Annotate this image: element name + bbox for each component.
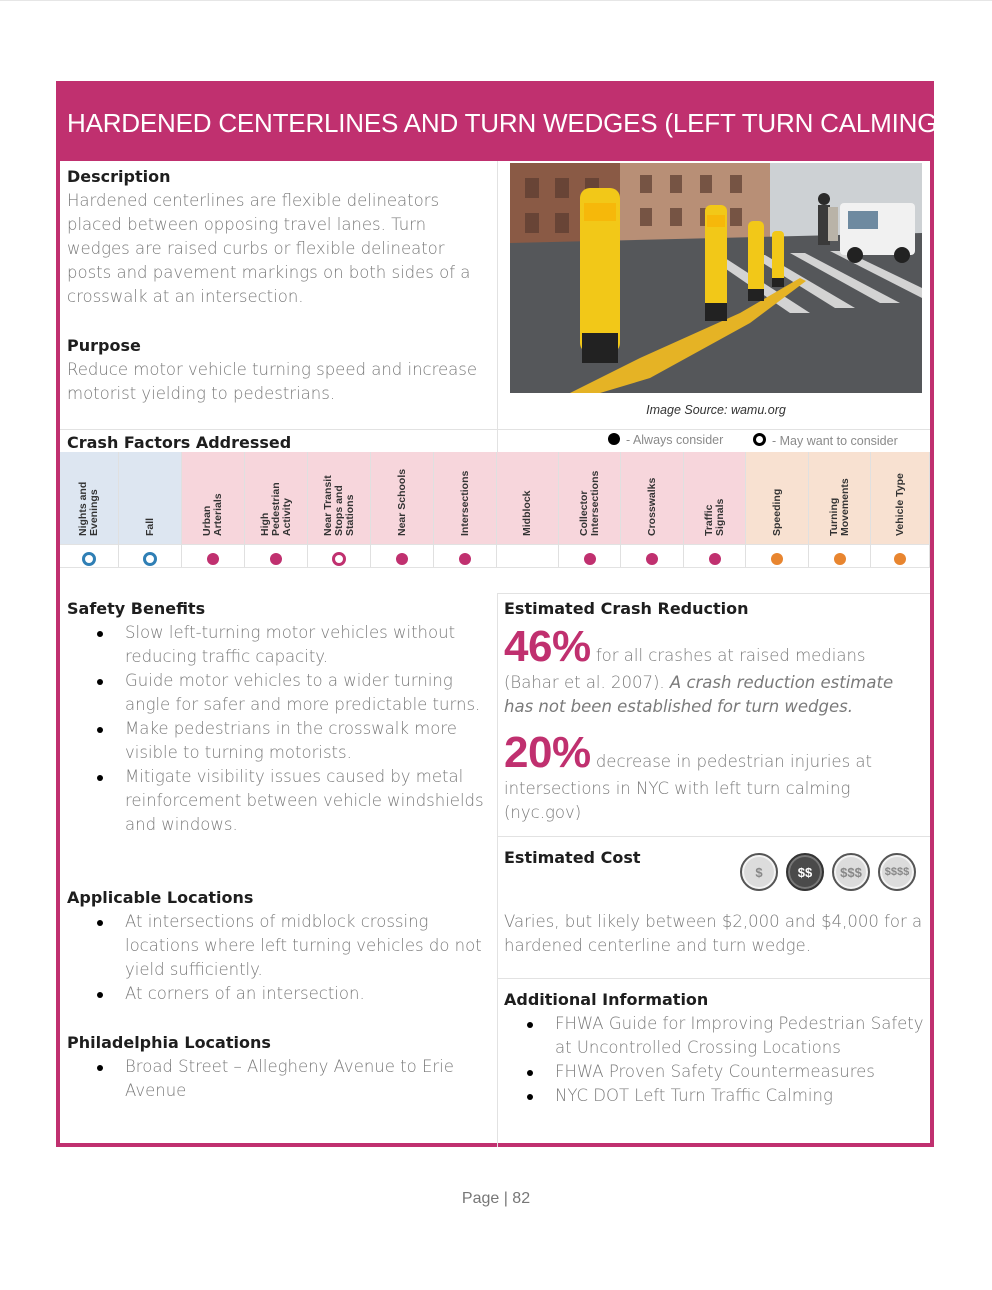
applicable-locations-heading: Applicable Locations (67, 888, 254, 907)
factor-label-line: Nights and (77, 481, 89, 536)
factor-label-line: Evenings (88, 489, 100, 536)
factor-header (746, 452, 808, 544)
open-circle-icon (332, 552, 346, 566)
factor-header (245, 452, 307, 544)
purpose-text: Reduce motor vehicle turning speed and increase motorist yielding to pedestrians. (67, 360, 478, 403)
crash-factor-matrix (60, 452, 930, 567)
factor-label-line: Signals (713, 498, 726, 536)
stat1-note: A crash reduction estimate has not been established for turn wedges. (504, 673, 894, 716)
open-circle-icon (753, 433, 766, 446)
factor-label-line: Intersections (458, 470, 471, 536)
filled-circle-icon (459, 553, 471, 565)
filled-circle-icon (207, 553, 219, 565)
stat-20 (504, 729, 924, 825)
image-caption: Image Source: wamu.org (646, 403, 786, 417)
safety-benefit-item: Guide motor vehicles to a wider turning angle for safer and more predictable turns. (125, 669, 485, 717)
row-divider (60, 429, 930, 430)
stat2-value: 20% (504, 728, 591, 777)
cost-heading: Estimated Cost (504, 848, 641, 867)
countermeasure-card (56, 81, 946, 1147)
open-circle-icon (82, 552, 96, 566)
factor-label (145, 518, 156, 536)
factor-label (704, 499, 726, 536)
description-text: Hardened centerlines are flexible delineators placed between opposing travel lanes. Turn wedges are raised curbs or flexible delineator posts and pavement markings on both sides of a crosswalk at an intersection. (67, 191, 471, 306)
stat2-cont: intersections in NYC with left turn calming (nyc.gov) (504, 779, 851, 822)
filled-circle-icon (834, 553, 846, 565)
additional-info-item: FHWA Guide for Improving Pedestrian Safety at Uncontrolled Crossing Locations (555, 1012, 927, 1060)
factor-header (434, 452, 496, 544)
safety-benefit-item: Make pedestrians in the crosswalk more visible to turning motorists. (125, 717, 485, 765)
safety-benefit-item: Mitigate visibility issues caused by metal reinforcement between vehicle windshields and windows. (125, 765, 485, 837)
top-rule (0, 0, 992, 1)
factor-label (772, 489, 783, 536)
factor-label-line: Turning (827, 497, 840, 536)
cost-level-2-icon: $$ (786, 853, 824, 891)
row-divider (60, 567, 930, 568)
factor-label-line: Crosswalks (645, 477, 658, 536)
cost-level-3-icon: $$$ (832, 853, 870, 891)
description-heading: Description (67, 167, 171, 186)
factor-label (522, 490, 533, 536)
applicable-locations-list (125, 910, 485, 1006)
factor-column-high-pedestrian-activity (245, 452, 308, 567)
stat1-source: (Bahar et al. 2007). (504, 673, 670, 692)
factor-header (559, 452, 620, 544)
safety-benefits-heading: Safety Benefits (67, 599, 206, 618)
row-divider (497, 978, 930, 979)
additional-info-list (555, 1012, 927, 1108)
factor-label-line: Stations (343, 494, 356, 536)
factor-label (829, 478, 851, 536)
stat-46 (504, 623, 924, 719)
factor-label (647, 478, 658, 536)
factor-label-line: Fall (143, 517, 156, 536)
factor-column-traffic-signals (684, 452, 746, 567)
factor-header (684, 452, 745, 544)
factor-header (371, 452, 433, 544)
factor-label-line: High (258, 512, 271, 536)
factor-label (78, 482, 100, 536)
stat2-text: decrease in pedestrian injuries at (590, 752, 873, 771)
factor-column-collector-intersections (559, 452, 621, 567)
legend-maybe (753, 433, 898, 448)
filled-circle-icon (771, 553, 783, 565)
column-divider (497, 429, 498, 452)
factor-header (497, 452, 558, 544)
factor-header (809, 452, 870, 544)
factor-header (621, 452, 683, 544)
safety-benefits-list (125, 621, 485, 837)
applicable-location-item: At corners of an intersection. (125, 982, 485, 1006)
factor-label-line: Intersections (588, 470, 601, 536)
filled-circle-icon (646, 553, 658, 565)
factor-header (308, 452, 370, 544)
safety-benefit-item: Slow left-turning motor vehicles without reducing traffic capacity. (125, 621, 485, 669)
factor-label-line: Urban (201, 505, 213, 536)
legend-always-label: - Always consider (626, 433, 724, 447)
factor-label-line: Vehicle Type (893, 473, 906, 536)
additional-info-item: FHWA Proven Safety Countermeasures (555, 1060, 927, 1084)
factor-label-line: Pedestrian (269, 482, 282, 536)
hardened-centerline-photo (510, 163, 922, 393)
filled-circle-icon (584, 553, 596, 565)
cost-level-1-icon: $ (740, 853, 778, 891)
filled-circle-icon (396, 553, 408, 565)
factor-label-line: Midblock (521, 490, 533, 536)
applicable-location-item: At intersections of midblock crossing locations where left turning vehicles do not yield sufficiently. (125, 910, 485, 982)
factor-label-line: Collector (577, 490, 590, 536)
factor-label (323, 475, 356, 536)
factor-label (202, 493, 224, 536)
row-divider (497, 836, 930, 837)
factor-label-line: Arterials (212, 493, 224, 536)
factor-column-intersections (434, 452, 497, 567)
open-circle-icon (143, 552, 157, 566)
legend-always (608, 433, 723, 447)
factor-label (260, 482, 293, 536)
crash-factors-heading: Crash Factors Addressed (67, 433, 292, 452)
page-number: Page | 82 (461, 1190, 531, 1207)
philadelphia-locations-list (125, 1055, 485, 1103)
filled-circle-icon (894, 553, 906, 565)
factor-header (119, 452, 181, 544)
stat1-value: 46% (504, 622, 591, 671)
column-divider (497, 161, 498, 429)
factor-label-line: Near Transit (321, 475, 334, 536)
cost-level-4-icon: $$$$ (878, 853, 916, 891)
factor-column-near-schools (371, 452, 434, 567)
filled-circle-icon (608, 433, 620, 445)
factor-label-line: Movements (838, 478, 851, 536)
crash-reduction-heading: Estimated Crash Reduction (504, 599, 749, 618)
additional-info-heading: Additional Information (504, 990, 709, 1009)
factor-header (182, 452, 244, 544)
factor-label-line: Traffic (702, 504, 715, 536)
factor-header (871, 452, 929, 544)
factor-label (579, 471, 601, 536)
legend-maybe-label: - May want to consider (772, 434, 898, 448)
cost-text: Varies, but likely between $2,000 and $4,000 for a hardened centerline and turn wedge. (504, 912, 923, 955)
philadelphia-locations-heading: Philadelphia Locations (67, 1033, 271, 1052)
factor-label-line: Activity (280, 498, 293, 536)
factor-label (895, 473, 906, 536)
factor-label-line: Speeding (770, 488, 783, 536)
factor-label-line: Near Schools (395, 468, 408, 536)
factor-column-urban-arterials (182, 452, 245, 567)
stat1-text: for all crashes at raised medians (590, 646, 866, 665)
factor-column-crosswalks (621, 452, 684, 567)
filled-circle-icon (709, 553, 721, 565)
factor-label-line: Stops and (332, 485, 345, 536)
factor-label (397, 469, 408, 536)
factor-column-turning-movements (809, 452, 871, 567)
philadelphia-location-item: Broad Street – Allegheny Avenue to Erie Avenue (125, 1055, 485, 1103)
factor-column-vehicle-type (871, 452, 930, 567)
factor-column-speeding (746, 452, 809, 567)
factor-label (460, 471, 471, 536)
factor-column-fall (119, 452, 182, 567)
factor-column-nights-and-evenings (60, 452, 119, 567)
factor-header (60, 452, 118, 544)
column-divider (497, 593, 498, 1147)
factor-column-near-transit-stops-and-stations (308, 452, 371, 567)
row-divider (497, 593, 930, 594)
purpose-heading: Purpose (67, 336, 141, 355)
additional-info-item: NYC DOT Left Turn Traffic Calming (555, 1084, 927, 1108)
street-photo (510, 163, 922, 393)
filled-circle-icon (270, 553, 282, 565)
factor-column-midblock (497, 452, 559, 567)
page-title: HARDENED CENTERLINES AND TURN WEDGES (LEFT TURN CALMING) (60, 85, 930, 161)
